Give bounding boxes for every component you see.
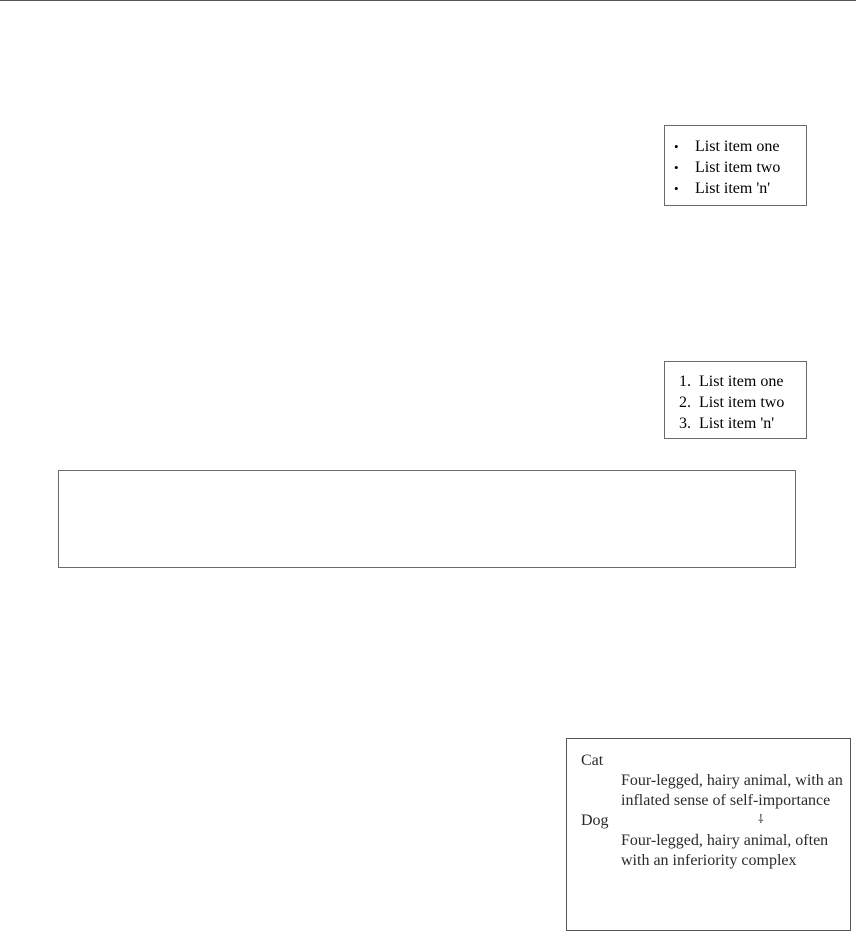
list-item	[674, 136, 780, 157]
definition-list	[581, 751, 846, 871]
list-item-label: List item 'n'	[695, 180, 771, 197]
empty-content-box	[58, 470, 796, 568]
list-item-label: List item one	[699, 373, 784, 390]
list-item-number: 3.	[679, 415, 691, 432]
unordered-list-example	[664, 125, 807, 206]
unordered-list	[674, 136, 780, 199]
top-divider	[0, 0, 856, 1]
list-item	[679, 371, 784, 392]
list-item-number: 1.	[679, 373, 691, 390]
list-item	[679, 392, 784, 413]
bullet-icon: •	[674, 160, 679, 175]
list-item-label: List item 'n'	[699, 415, 775, 432]
definition-description: Four-legged, hairy animal, often with an inferiority complex	[621, 832, 829, 869]
definition-term: Dog	[581, 812, 609, 829]
definition-term: Cat	[581, 752, 604, 769]
list-item	[674, 178, 780, 199]
ordered-list	[679, 371, 784, 434]
definition-description: Four-legged, hairy animal, with an inflated sense of self-importance	[621, 772, 843, 809]
list-item	[674, 157, 780, 178]
bullet-icon: •	[674, 139, 679, 154]
list-item-number: 2.	[679, 394, 691, 411]
text-cursor-icon: ⸸	[758, 812, 764, 826]
list-item-label: List item two	[699, 394, 785, 411]
bullet-icon: •	[674, 181, 679, 196]
list-item-label: List item two	[695, 159, 781, 176]
ordered-list-example	[664, 361, 807, 439]
list-item-label: List item one	[695, 138, 780, 155]
definition-list-example	[566, 738, 851, 931]
list-item	[679, 413, 784, 434]
